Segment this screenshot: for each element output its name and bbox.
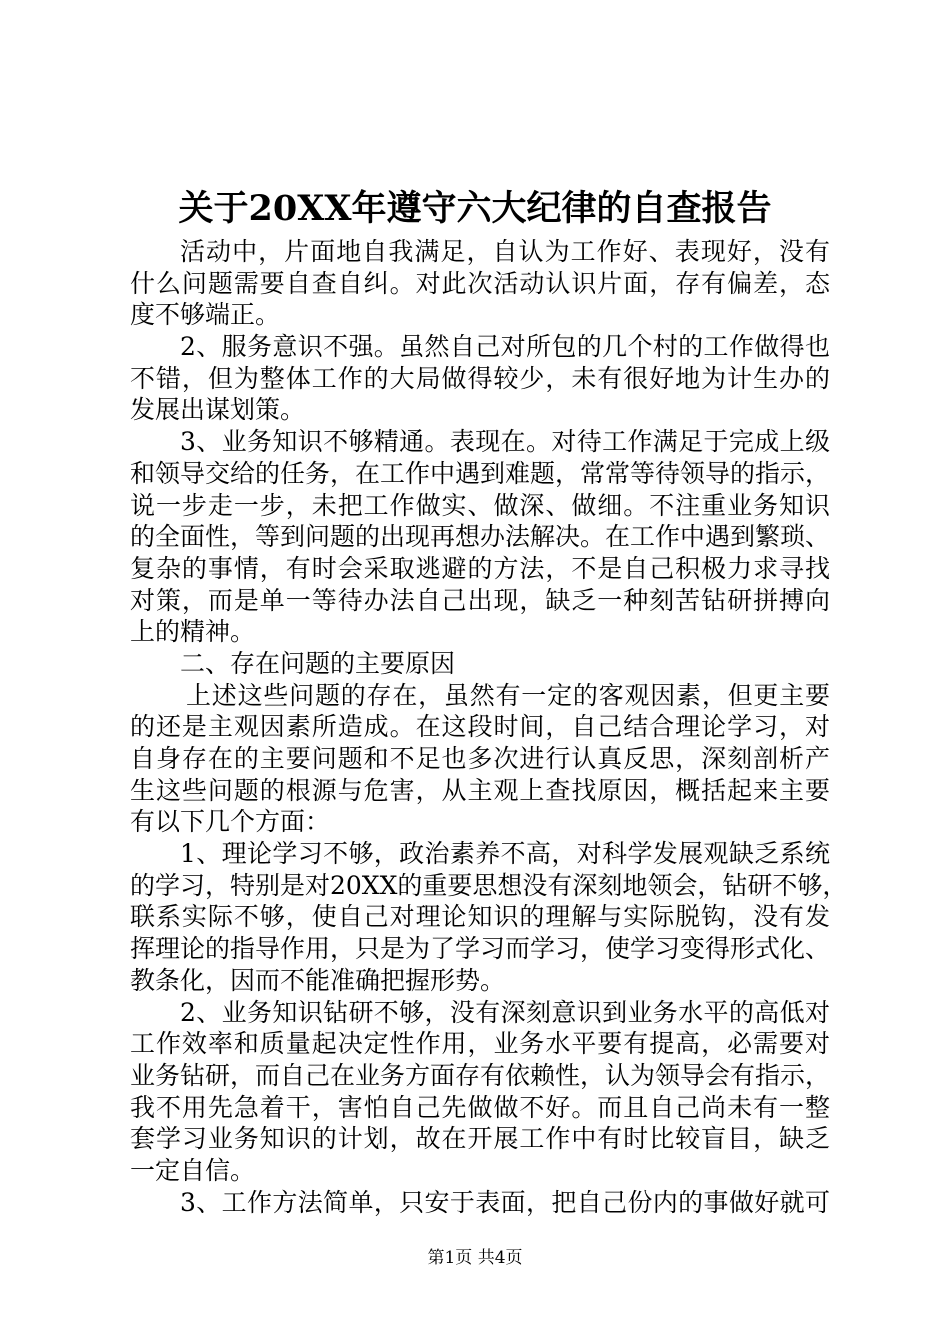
paragraph-line: 2、业务知识钻研不够，没有深刻意识到业务水平的高低对 xyxy=(180,997,830,1027)
paragraph-line: 1、理论学习不够，政治素养不高，对科学发展观缺乏系统 xyxy=(180,839,830,869)
paragraph-line: 教条化，因而不能准确把握形势。 xyxy=(130,965,506,995)
paragraph-line: 联系实际不够，使自己对理论知识的理解与实际脱钩，没有发 xyxy=(130,902,830,932)
page-number-footer: 第1页 共4页 xyxy=(427,1248,523,1268)
paragraph-line: 有以下几个方面： xyxy=(130,807,331,837)
paragraph-line: 活动中，片面地自我满足，自认为工作好、表现好，没有 xyxy=(180,237,830,266)
paragraph-line: 一定自信。 xyxy=(130,1155,256,1185)
section-heading: 二、存在问题的主要原因 xyxy=(180,648,456,678)
paragraph-line: 生这些问题的根源与危害，从主观上查找原因，概括起来主要 xyxy=(130,775,830,805)
document-body xyxy=(130,236,848,1218)
paragraph-line: 我不用先急着干，害怕自己先做做不好。而且自己尚未有一整 xyxy=(130,1092,830,1122)
paragraph-line: 2、服务意识不强。虽然自己对所包的几个村的工作做得也 xyxy=(180,332,830,362)
paragraph-line: 不错，但为整体工作的大局做得较少，未有很好地为计生办的 xyxy=(130,363,830,393)
paragraph-line: 发展出谋划策。 xyxy=(130,395,306,425)
paragraph-line: 套学习业务知识的计划，故在开展工作中有时比较盲目，缺乏 xyxy=(130,1124,830,1154)
paragraph-line: 的全面性，等到问题的出现再想办法解决。在工作中遇到繁琐、 xyxy=(130,522,831,552)
paragraph-line: 和领导交给的任务，在工作中遇到难题，常常等待领导的指示， xyxy=(130,458,831,488)
paragraph-line: 对策，而是单一等待办法自己出现，缺乏一种刻苦钻研拼搏向 xyxy=(130,585,830,615)
paragraph-line: 上述这些问题的存在，虽然有一定的客观因素，但更主要 xyxy=(186,680,830,710)
document-title: 关于20XX年遵守六大纪律的自查报告 xyxy=(178,188,772,229)
paragraph-line: 复杂的事情，有时会采取逃避的方法，不是自己积极力求寻找 xyxy=(130,553,830,583)
paragraph-line: 3、业务知识不够精通。表现在。对待工作满足于完成上级 xyxy=(180,427,830,457)
paragraph-line: 说一步走一步，未把工作做实、做深、做细。不注重业务知识 xyxy=(130,490,830,520)
paragraph-line: 的还是主观因素所造成。在这段时间，自己结合理论学习，对 xyxy=(130,712,830,742)
paragraph-line: 什么问题需要自查自纠。对此次活动认识片面，存有偏差，态 xyxy=(130,268,830,298)
paragraph-line: 挥理论的指导作用，只是为了学习而学习，使学习变得形式化、 xyxy=(130,934,831,964)
paragraph-line: 3、工作方法简单，只安于表面，把自己份内的事做好就可 xyxy=(180,1187,830,1217)
paragraph-line: 上的精神。 xyxy=(130,617,256,647)
paragraph-line: 业务钻研，而自己在业务方面存有依赖性，认为领导会有指示， xyxy=(130,1060,831,1090)
paragraph-line: 度不够端正。 xyxy=(130,300,281,330)
paragraph-line: 工作效率和质量起决定性作用，业务水平要有提高，必需要对 xyxy=(130,1029,830,1059)
paragraph-line: 的学习，特别是对20XX的重要思想没有深刻地领会，钻研不够， xyxy=(130,870,848,900)
paragraph-line: 自身存在的主要问题和不足也多次进行认真反思，深刻剖析产 xyxy=(130,744,830,773)
